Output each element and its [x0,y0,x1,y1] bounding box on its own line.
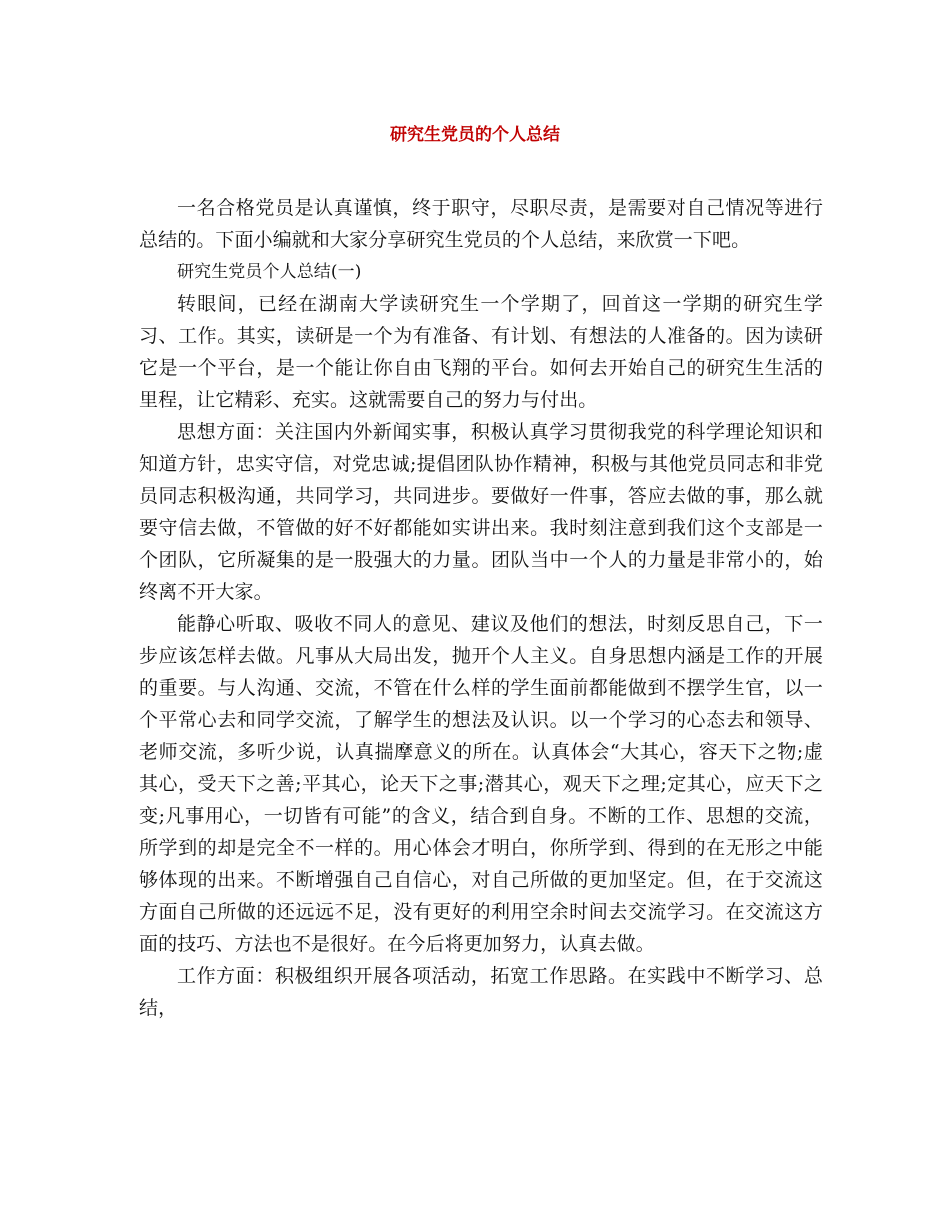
intro-paragraph: 一名合格党员是认真谨慎，终于职守，尽职尽责，是需要对自己情况等进行总结的。下面小编就和大家分享研究生党员的个人总结，来欣赏一下吧。 [139,197,823,251]
body-paragraph: 思想方面：关注国内外新闻实事，积极认真学习贯彻我党的科学理论知识和知道方针，忠实守信，对党忠诚;提倡团队协作精神，积极与其他党员同志和非党员同志积极沟通，共同学习，共同进步。要做好一件事，答应去做的事，那么就要守信去做，不管做的好不好都能如实讲出来。我时刻注意到我们这个支部是一个团队，它所凝集的是一股强大的力量。团队当中一个人的力量是非常小的，始终离不开大家。 [139,421,823,603]
body-paragraph: 工作方面：积极组织开展各项活动，拓宽工作思路。在实践中不断学习、总结， [139,965,823,1019]
body-paragraph: 转眼间，已经在湖南大学读研究生一个学期了，回首这一学期的研究生学习、工作。其实，读研是一个为有准备、有计划、有想法的人准备的。因为读研它是一个平台，是一个能让你自由飞翔的平台。如何去开始自己的研究生生活的里程，让它精彩、充实。这就需要自己的努力与付出。 [139,293,823,411]
document-body [139,192,823,1024]
body-paragraph: 能静心听取、吸收不同人的意见、建议及他们的想法，时刻反思自己，下一步应该怎样去做。凡事从大局出发，抛开个人主义。自身思想内涵是工作的开展的重要。与人沟通、交流，不管在什么样的学生面前都能做到不摆学生官，以一个平常心去和同学交流，了解学生的想法及认识。以一个学习的心态去和领导、老师交流，多听少说，认真揣摩意义的所在。认真体会“大其心，容天下之物;虚其心，受天下之善;平其心，论天下之事;潜其心，观天下之理;定其心，应天下之变;凡事用心，一切皆有可能”的含义，结合到自身。不断的工作、思想的交流，所学到的却是完全不一样的。用心体会才明白，你所学到、得到的在无形之中能够体现的出来。不断增强自己自信心，对自己所做的更加坚定。但，在于交流这方面自己所做的还远远不足，没有更好的利用空余时间去交流学习。在交流这方面的技巧、方法也不是很好。在今后将更加努力，认真去做。 [139,613,823,955]
section-heading: 研究生党员个人总结(一) [177,262,362,282]
document-title: 研究生党员的个人总结 [390,125,560,145]
